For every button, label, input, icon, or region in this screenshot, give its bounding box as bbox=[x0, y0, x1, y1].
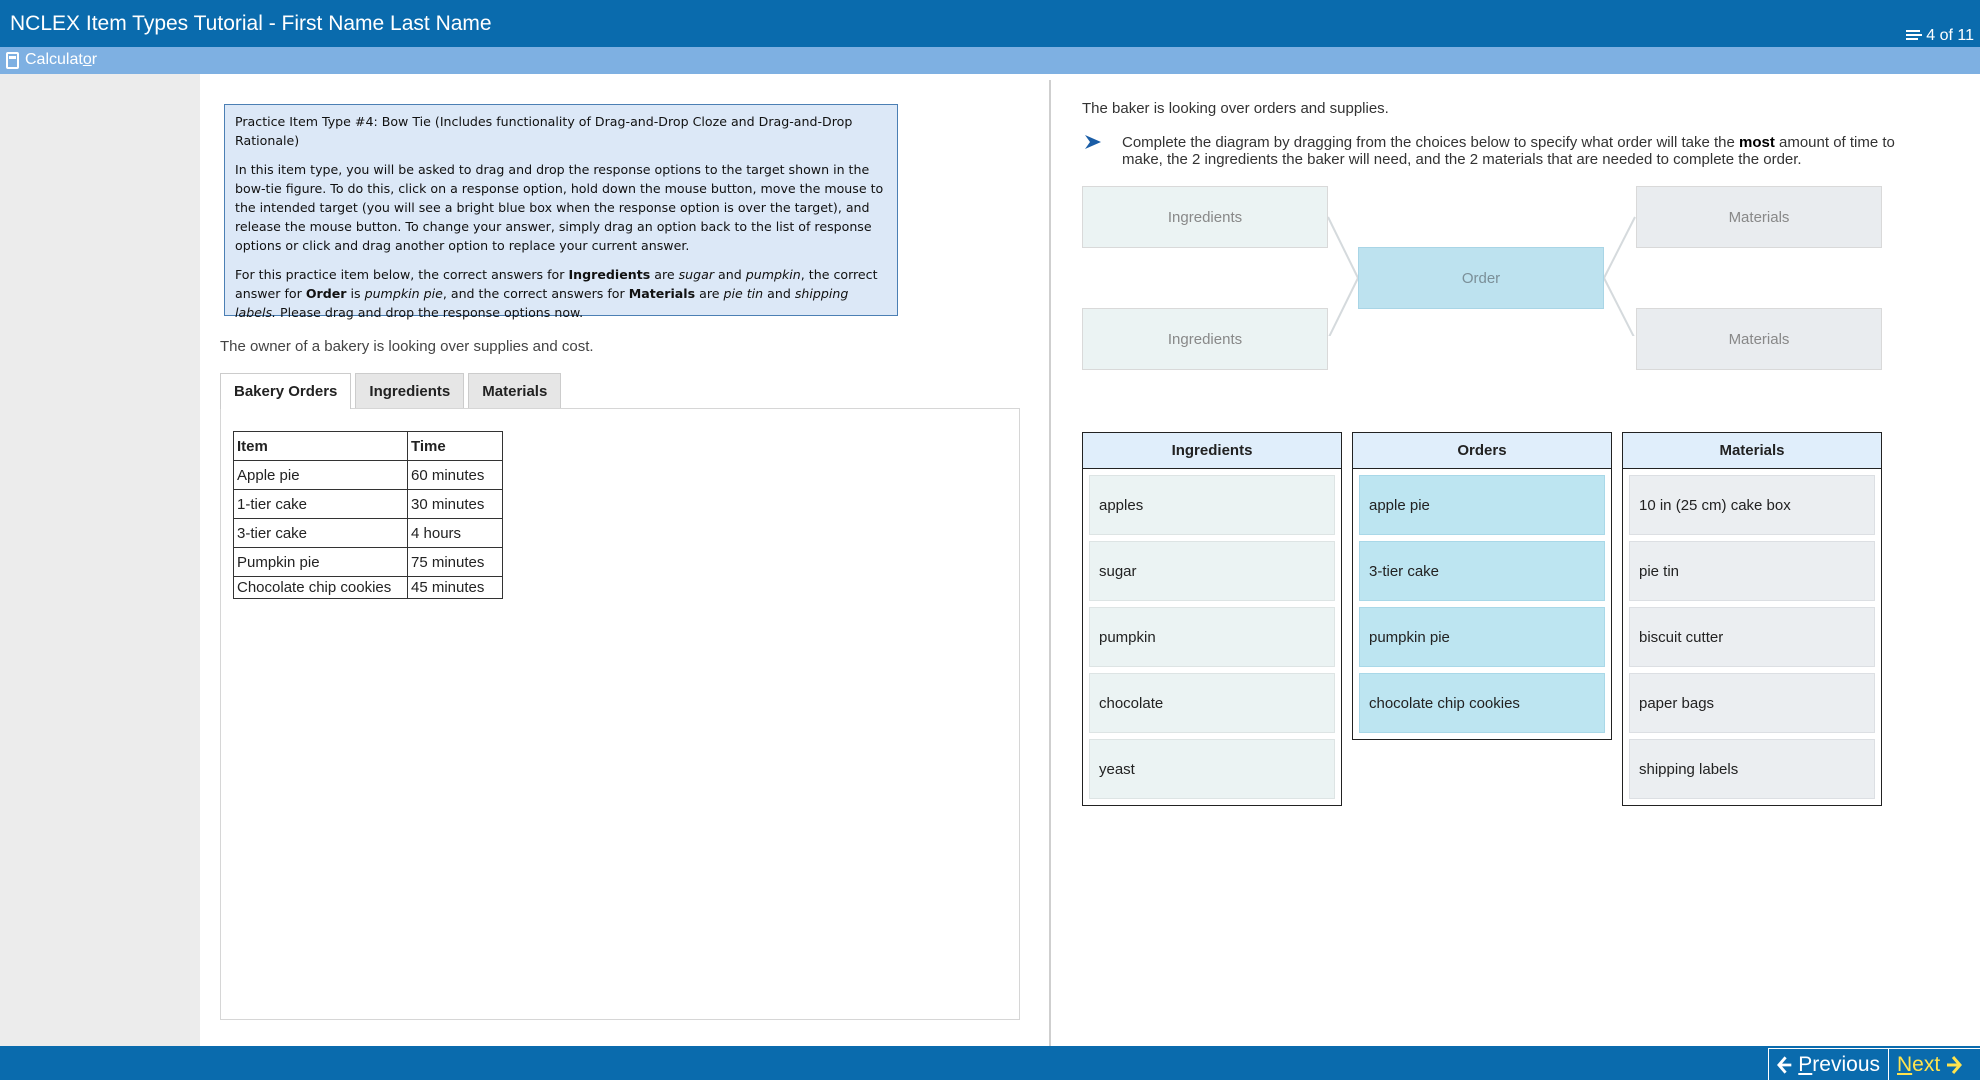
list-icon bbox=[1904, 29, 1924, 43]
bow-tie-diagram bbox=[1082, 186, 1882, 348]
tab-materials[interactable]: Materials bbox=[468, 373, 561, 408]
option-paper-bags[interactable]: paper bags bbox=[1629, 673, 1875, 733]
option-yeast[interactable]: yeast bbox=[1089, 739, 1335, 799]
table-cell: 75 minutes bbox=[408, 548, 503, 577]
window-title: NCLEX Item Types Tutorial - First Name Last Name bbox=[10, 12, 492, 35]
table-cell: 1-tier cake bbox=[234, 490, 408, 519]
table-header-row bbox=[234, 432, 503, 461]
option-apple-pie[interactable]: apple pie bbox=[1359, 475, 1605, 535]
order-drop-target[interactable]: Order bbox=[1358, 247, 1604, 309]
left-gutter bbox=[0, 74, 200, 1046]
column-header-item: Item bbox=[234, 432, 408, 461]
previous-label: Previous bbox=[1798, 1052, 1880, 1076]
table-row bbox=[234, 548, 503, 577]
table-cell: Chocolate chip cookies bbox=[234, 577, 408, 599]
calculator-icon bbox=[6, 52, 19, 69]
tab-panel bbox=[220, 408, 1020, 1020]
item-progress bbox=[1904, 27, 1974, 45]
next-button[interactable] bbox=[1888, 1048, 1980, 1080]
option-sugar[interactable]: sugar bbox=[1089, 541, 1335, 601]
table-row bbox=[234, 519, 503, 548]
question-direction: Complete the diagram by dragging from the choices below to specify what order will take the most amount of time to make, the 2 ingredients the baker will need, and the 2 materials that are needed to complete the order. bbox=[1082, 134, 1912, 168]
materials-drop-target-1[interactable]: Materials bbox=[1636, 186, 1882, 248]
table-cell: 3-tier cake bbox=[234, 519, 408, 548]
bakery-orders-table bbox=[233, 431, 503, 599]
case-pane bbox=[200, 74, 1049, 1046]
materials-bank-title: Materials bbox=[1623, 433, 1881, 469]
tab-bakery-orders[interactable]: Bakery Orders bbox=[220, 373, 351, 409]
table-cell: 45 minutes bbox=[408, 577, 503, 599]
tool-bar bbox=[0, 47, 1980, 74]
scenario-text: The owner of a bakery is looking over supplies and cost. bbox=[220, 338, 594, 355]
arrow-left-icon bbox=[1777, 1056, 1792, 1074]
ingredients-bank bbox=[1082, 432, 1342, 806]
orders-bank-title: Orders bbox=[1353, 433, 1611, 469]
option-shipping-labels[interactable]: shipping labels bbox=[1629, 739, 1875, 799]
question-stem: The baker is looking over orders and supplies. bbox=[1082, 100, 1389, 117]
orders-bank bbox=[1352, 432, 1612, 740]
arrow-right-icon bbox=[1084, 134, 1102, 150]
calculator-label: Calculator bbox=[25, 51, 98, 68]
option-chocolate-chip-cookies[interactable]: chocolate chip cookies bbox=[1359, 673, 1605, 733]
option-biscuit-cutter[interactable]: biscuit cutter bbox=[1629, 607, 1875, 667]
column-header-time: Time bbox=[408, 432, 503, 461]
table-cell: 60 minutes bbox=[408, 461, 503, 490]
option-chocolate[interactable]: chocolate bbox=[1089, 673, 1335, 733]
question-pane bbox=[1051, 74, 1980, 1046]
option-3-tier-cake[interactable]: 3-tier cake bbox=[1359, 541, 1605, 601]
table-cell: Pumpkin pie bbox=[234, 548, 408, 577]
option-pie-tin[interactable]: pie tin bbox=[1629, 541, 1875, 601]
previous-button[interactable] bbox=[1768, 1048, 1888, 1080]
instruction-heading: Practice Item Type #4: Bow Tie (Includes functionality of Drag-and-Drop Cloze and Drag-and-Drop Rationale) bbox=[235, 114, 853, 148]
ingredients-drop-target-2[interactable]: Ingredients bbox=[1082, 308, 1328, 370]
materials-drop-target-2[interactable]: Materials bbox=[1636, 308, 1882, 370]
table-cell: 4 hours bbox=[408, 519, 503, 548]
option-pumpkin-pie[interactable]: pumpkin pie bbox=[1359, 607, 1605, 667]
title-bar bbox=[0, 0, 1980, 47]
instruction-paragraph-1: In this item type, you will be asked to drag and drop the response options to the target shown in the bow-tie figure. To do this, click on a response option, hold down the mouse button, move the mouse to the intended target (you will see a bright blue box when the response option is over the target), and release the mouse button. To change your answer, simply drag an option back to the list of response options or click and drag another option to replace your current answer. bbox=[235, 162, 884, 253]
option-cake-box[interactable]: 10 in (25 cm) cake box bbox=[1629, 475, 1875, 535]
table-row bbox=[234, 577, 503, 599]
footer-bar bbox=[0, 1046, 1980, 1080]
table-row bbox=[234, 490, 503, 519]
case-tabs bbox=[220, 373, 561, 409]
ingredients-bank-title: Ingredients bbox=[1083, 433, 1341, 469]
calculator-button[interactable] bbox=[6, 51, 97, 69]
instruction-box bbox=[224, 104, 898, 320]
table-cell: 30 minutes bbox=[408, 490, 503, 519]
tab-ingredients[interactable]: Ingredients bbox=[355, 373, 464, 408]
ingredients-drop-target-1[interactable]: Ingredients bbox=[1082, 186, 1328, 248]
arrow-right-icon bbox=[1946, 1056, 1962, 1074]
next-label: Next bbox=[1897, 1052, 1941, 1076]
materials-bank bbox=[1622, 432, 1882, 806]
option-apples[interactable]: apples bbox=[1089, 475, 1335, 535]
instruction-paragraph-2: For this practice item below, the correct answers for Ingredients are sugar and pumpkin, the correct answer for Order is pumpkin pie, and the correct answers for Materials are pie tin and shipping labels. Please drag and drop the response options now. bbox=[235, 267, 878, 320]
table-row bbox=[234, 461, 503, 490]
option-pumpkin[interactable]: pumpkin bbox=[1089, 607, 1335, 667]
progress-text: 4 of 11 bbox=[1926, 27, 1974, 44]
table-cell: Apple pie bbox=[234, 461, 408, 490]
